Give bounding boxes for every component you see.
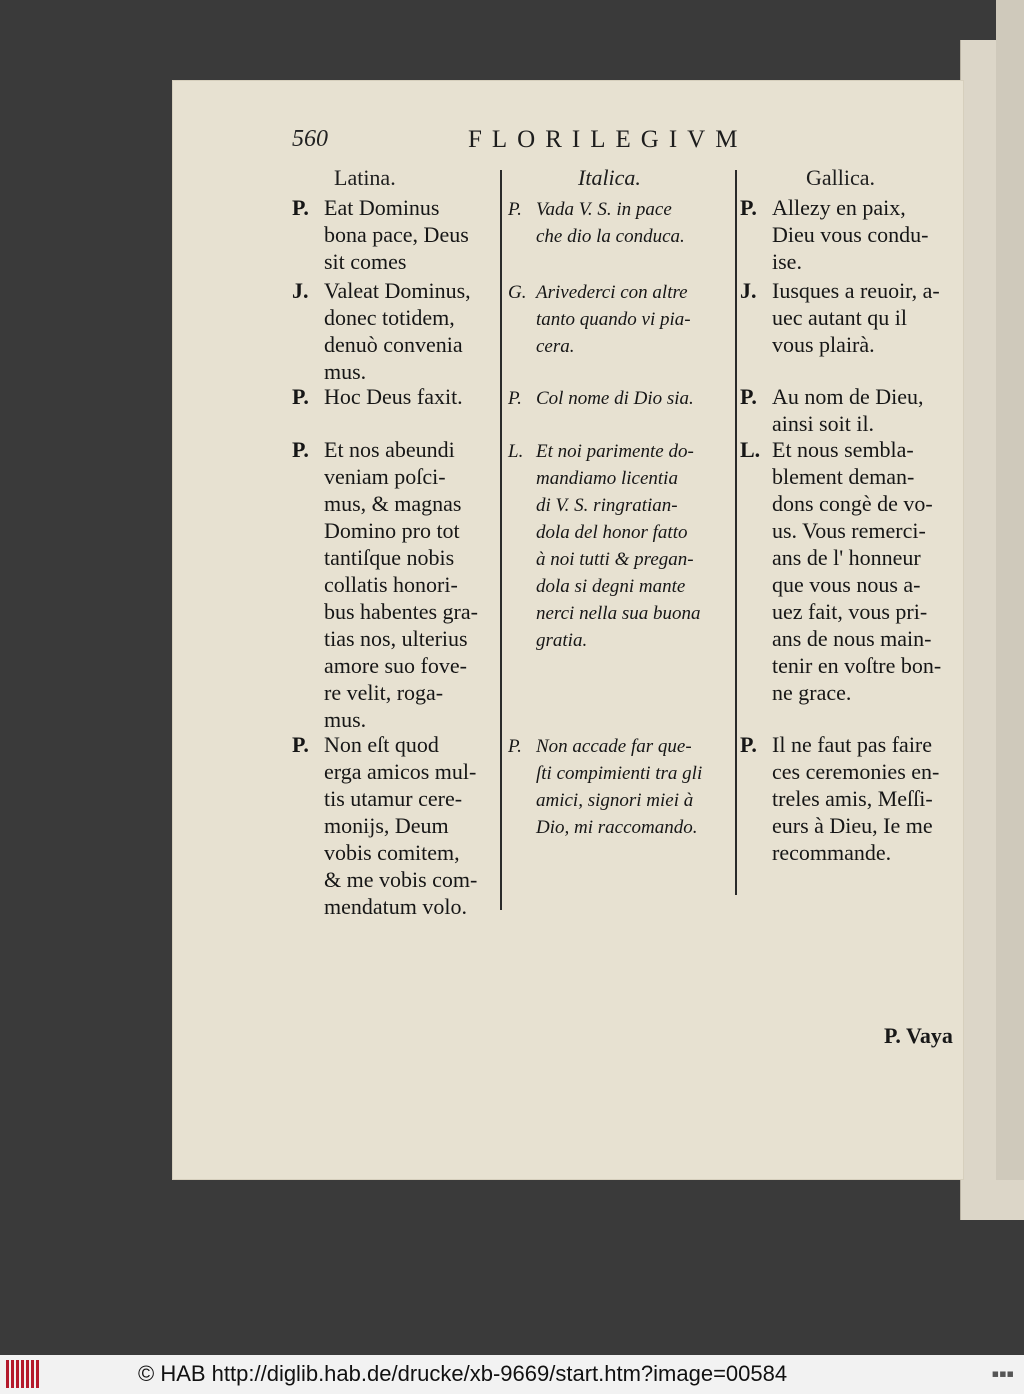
entry-text: Et nous sembla- blement deman- dons congè de vo- us. Vous remerci- ans de l' honneur que vous nous a- uez fait, vous pri- ans de nous main- tenir en voſtre bon- ne grace.	[772, 437, 942, 705]
column-head-french: Gallica.	[806, 165, 876, 190]
entry-text: Iusques a reuoir, a- uec autant qu il vous plairà.	[772, 278, 940, 357]
column-rule-left	[500, 170, 502, 910]
speaker-label: J.	[292, 278, 309, 303]
speaker-label: P.	[508, 736, 522, 757]
speaker-label: L.	[508, 441, 524, 462]
catchword: P. Vaya	[884, 1023, 953, 1048]
speaker-label: J.	[740, 278, 757, 303]
speaker-label: P.	[740, 195, 757, 220]
speaker-label: P.	[508, 199, 522, 220]
entry-text: Vada V. S. in pace che dio la conduca.	[536, 199, 685, 247]
speaker-label: L.	[740, 437, 761, 462]
hab-logo-icon	[6, 1360, 46, 1388]
entry-text: Valeat Dominus, donec totidem, denuò convenia mus.	[324, 278, 471, 384]
speaker-label: P.	[292, 437, 309, 462]
more-icon: ▪▪▪	[991, 1367, 1014, 1380]
entry-text: Il ne faut pas faire ces ceremonies en- treles amis, Meſſi- eurs à Dieu, Ie me recommande.	[772, 732, 940, 865]
speaker-label: P.	[292, 732, 309, 757]
speaker-label: G.	[508, 282, 527, 303]
speaker-label: P.	[740, 732, 757, 757]
entry-text: Non accade far que- ſti compimienti tra gli amici, signori miei à Dio, mi raccomando.	[536, 736, 703, 838]
running-head	[292, 126, 792, 162]
entry-text: Eat Dominus bona pace, Deus sit comes	[324, 195, 469, 274]
facing-page-strip	[996, 0, 1024, 1180]
entry-text: Et noi parimente do- mandiamo licentia di V. S. ringratian- dola del honor fatto à noi tutti & pregan- dola si degni mante nerci nella sua buona gratia.	[536, 441, 701, 651]
entry-text: Et nos abeundi veniam poſci- mus, & magnas Domino pro tot tantiſque nobis collatis honori- bus habentes gra- tias nos, ulterius amore suo fove- re velit, roga- mus.	[324, 437, 478, 732]
speaker-label: P.	[292, 195, 309, 220]
footer-copyright-link[interactable]: © HAB http://diglib.hab.de/drucke/xb-9669/start.htm?image=00584	[138, 1361, 788, 1386]
entry-text: Arivederci con altre tanto quando vi pia- cera.	[536, 282, 691, 357]
page-title: FLORILEGIVM	[468, 126, 748, 153]
speaker-label: P.	[740, 384, 757, 409]
entry-text: Allezy en paix, Dieu vous condu- ise.	[772, 195, 929, 274]
speaker-label: P.	[292, 384, 309, 409]
column-head-latin: Latina.	[334, 165, 396, 190]
column-head-italic: Italica.	[578, 165, 641, 190]
entry-text: Non eſt quod erga amicos mul- tis utamur cere- monijs, Deum vobis comitem, & me vobis com- mendatum volo.	[324, 732, 478, 919]
entry-text: Hoc Deus faxit.	[324, 384, 463, 409]
page-number: 560	[292, 126, 328, 152]
speaker-label: P.	[508, 388, 522, 409]
footer-bar	[0, 1355, 1024, 1394]
entry-text: Col nome di Dio sia.	[536, 388, 694, 409]
entry-text: Au nom de Dieu, ainsi soit il.	[772, 384, 924, 436]
